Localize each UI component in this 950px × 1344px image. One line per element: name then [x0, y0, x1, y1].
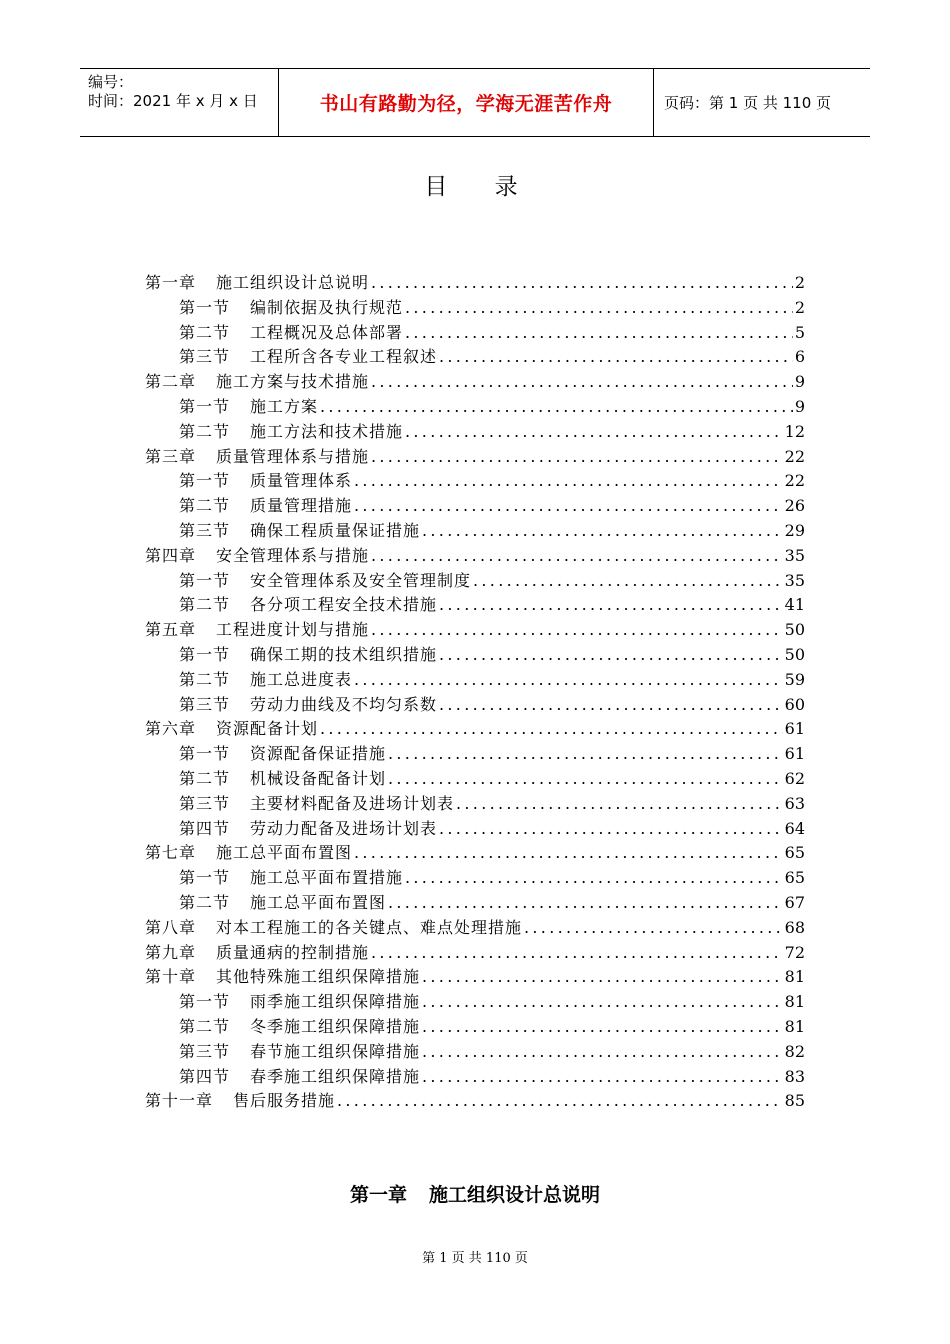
toc-dot-leader	[354, 471, 783, 490]
toc-dot-leader	[337, 1091, 783, 1110]
toc-entry-page: 81	[784, 967, 805, 987]
toc-entry-title: 质量管理体系	[250, 471, 353, 491]
toc-chapter-entry[interactable]	[145, 444, 805, 469]
toc-entry-title: 主要材料配备及进场计划表	[250, 793, 455, 813]
toc-entry-page: 50	[784, 620, 805, 640]
toc-chapter-entry[interactable]	[145, 716, 805, 741]
toc-entry-title: 工程所含各专业工程叙述	[250, 347, 438, 367]
toc-entry-title: 资源配备保证措施	[250, 744, 387, 764]
toc-entry-number: 第一节	[179, 868, 231, 888]
toc-entry-title: 春节施工组织保障措施	[250, 1041, 421, 1061]
toc-entry-title: 确保工期的技术组织措施	[250, 644, 438, 664]
toc-entry-page: 63	[784, 793, 805, 813]
toc-entry-number: 第一节	[179, 396, 231, 416]
toc-entry-title: 对本工程施工的各关键点、难点处理措施	[216, 917, 523, 937]
document-number-label: 编号：	[88, 73, 134, 91]
toc-entry-page: 68	[784, 917, 805, 937]
toc-entry-page: 2	[794, 297, 805, 317]
toc-entry-number: 第二节	[179, 496, 231, 516]
toc-entry-number: 第三节	[179, 694, 231, 714]
toc-entry-number: 第二节	[179, 892, 231, 912]
toc-entry-number: 第三章	[145, 446, 197, 466]
toc-section-entry[interactable]	[145, 320, 805, 345]
toc-entry-number: 第一节	[179, 644, 231, 664]
toc-section-entry[interactable]	[145, 692, 805, 717]
toc-dot-leader	[439, 595, 783, 614]
toc-dot-leader	[320, 719, 783, 738]
toc-chapter-entry[interactable]	[145, 1088, 805, 1113]
toc-entry-number: 第四章	[145, 545, 197, 565]
toc-entry-number: 第三节	[179, 520, 231, 540]
toc-dot-leader	[388, 744, 783, 763]
toc-entry-title: 售后服务措施	[233, 1091, 336, 1111]
toc-dot-leader	[354, 496, 783, 515]
toc-entry-number: 第三节	[179, 347, 231, 367]
toc-dot-leader	[354, 670, 783, 689]
header-page-info: 页码：第 1 页 共 110 页	[664, 94, 832, 112]
toc-entry-number: 第十一章	[145, 1091, 214, 1111]
toc-entry-page: 29	[784, 520, 805, 540]
toc-entry-page: 22	[784, 471, 805, 491]
toc-entry-title: 机械设备配备计划	[250, 768, 387, 788]
toc-entry-page: 9	[794, 396, 805, 416]
toc-dot-leader	[371, 273, 793, 292]
toc-entry-number: 第二节	[179, 595, 231, 615]
toc-dot-leader	[388, 769, 783, 788]
toc-entry-page: 22	[784, 446, 805, 466]
toc-entry-number: 第三节	[179, 793, 231, 813]
toc-entry-page: 61	[784, 719, 805, 739]
toc-dot-leader	[524, 918, 783, 937]
toc-chapter-entry[interactable]	[145, 369, 805, 394]
toc-entry-number: 第二节	[179, 1016, 231, 1036]
toc-entry-title: 施工总进度表	[250, 669, 353, 689]
toc-entry-page: 9	[794, 372, 805, 392]
toc-entry-page: 64	[784, 818, 805, 838]
toc-entry-title: 春季施工组织保障措施	[250, 1066, 421, 1086]
toc-dot-leader	[439, 695, 783, 714]
toc-section-entry[interactable]	[145, 344, 805, 369]
toc-section-entry[interactable]	[145, 766, 805, 791]
toc-entry-page: 60	[784, 694, 805, 714]
header-meta	[88, 73, 278, 111]
toc-entry-number: 第二章	[145, 372, 197, 392]
toc-dot-leader	[354, 843, 783, 862]
toc-entry-title: 施工总平面布置图	[250, 892, 387, 912]
toc-entry-number: 第三节	[179, 1041, 231, 1061]
toc-entry-page: 81	[784, 992, 805, 1012]
toc-dot-leader	[405, 422, 783, 441]
toc-section-entry[interactable]	[145, 865, 805, 890]
toc-entry-title: 施工方案	[250, 396, 319, 416]
chapter-heading	[0, 1180, 950, 1207]
toc-entry-number: 第二节	[179, 768, 231, 788]
table-of-contents	[145, 270, 805, 1113]
toc-entry-number: 第五章	[145, 620, 197, 640]
toc-entry-title: 其他特殊施工组织保障措施	[216, 967, 421, 987]
toc-entry-title: 质量管理体系与措施	[216, 446, 370, 466]
toc-chapter-entry[interactable]	[145, 840, 805, 865]
toc-entry-number: 第一章	[145, 273, 197, 292]
toc-entry-number: 第一节	[179, 992, 231, 1012]
toc-dot-leader	[422, 521, 783, 540]
toc-dot-leader	[473, 571, 783, 590]
toc-section-entry[interactable]	[145, 1064, 805, 1089]
toc-section-entry[interactable]	[145, 468, 805, 493]
toc-dot-leader	[405, 868, 783, 887]
toc-section-entry[interactable]	[145, 419, 805, 444]
toc-chapter-entry[interactable]	[145, 940, 805, 965]
toc-chapter-entry[interactable]	[145, 270, 805, 295]
toc-dot-leader	[422, 1042, 783, 1061]
page-footer: 第 1 页 共 110 页	[422, 1251, 528, 1266]
toc-entry-page: 81	[784, 1016, 805, 1036]
header-motto: 书山有路勤为径，学海无涯苦作舟	[278, 69, 654, 136]
toc-dot-leader	[388, 893, 783, 912]
document-date: 时间：2021 年 x 月 x 日	[88, 92, 258, 110]
toc-entry-page: 35	[784, 545, 805, 565]
toc-entry-title: 质量通病的控制措施	[216, 942, 370, 962]
toc-entry-number: 第一节	[179, 744, 231, 764]
toc-entry-title: 劳动力曲线及不均匀系数	[250, 694, 438, 714]
toc-entry-number: 第八章	[145, 917, 197, 937]
toc-entry-page: 41	[784, 595, 805, 615]
toc-entry-page: 12	[784, 421, 805, 441]
toc-dot-leader	[456, 794, 783, 813]
toc-entry-number: 第二节	[179, 421, 231, 441]
toc-dot-leader	[439, 347, 793, 366]
toc-entry-title: 劳动力配备及进场计划表	[250, 818, 438, 838]
toc-dot-leader	[371, 943, 783, 962]
toc-entry-page: 82	[784, 1041, 805, 1061]
toc-entry-title: 各分项工程安全技术措施	[250, 595, 438, 615]
toc-dot-leader	[422, 967, 783, 986]
toc-chapter-entry[interactable]	[145, 915, 805, 940]
toc-section-entry[interactable]	[145, 667, 805, 692]
toc-section-entry[interactable]	[145, 493, 805, 518]
toc-title: 目 录	[424, 174, 538, 200]
chapter-heading-title: 施工组织设计总说明	[429, 1184, 601, 1206]
toc-dot-leader	[439, 645, 783, 664]
toc-dot-leader	[439, 819, 783, 838]
toc-entry-page: 5	[794, 322, 805, 342]
toc-entry-page: 65	[784, 843, 805, 863]
toc-entry-title: 工程概况及总体部署	[250, 322, 404, 342]
toc-section-entry[interactable]	[145, 592, 805, 617]
toc-entry-number: 第六章	[145, 719, 197, 739]
toc-entry-number: 第七章	[145, 843, 197, 863]
toc-entry-page: 6	[794, 347, 805, 367]
toc-dot-leader	[405, 323, 793, 342]
toc-entry-number: 第二节	[179, 322, 231, 342]
toc-chapter-entry[interactable]	[145, 964, 805, 989]
toc-entry-page: 50	[784, 644, 805, 664]
toc-entry-title: 冬季施工组织保障措施	[250, 1016, 421, 1036]
toc-entry-number: 第二节	[179, 669, 231, 689]
toc-entry-page: 35	[784, 570, 805, 590]
toc-dot-leader	[371, 546, 783, 565]
toc-entry-page: 59	[784, 669, 805, 689]
toc-entry-title: 资源配备计划	[216, 719, 319, 739]
toc-section-entry[interactable]	[145, 568, 805, 593]
toc-entry-title: 施工组织设计总说明	[216, 273, 370, 292]
toc-section-entry[interactable]	[145, 1039, 805, 1064]
toc-entry-title: 施工总平面布置措施	[250, 868, 404, 888]
toc-section-entry[interactable]	[145, 295, 805, 320]
toc-entry-number: 第四节	[179, 818, 231, 838]
toc-section-entry[interactable]	[145, 741, 805, 766]
toc-section-entry[interactable]	[145, 791, 805, 816]
toc-section-entry[interactable]	[145, 394, 805, 419]
toc-entry-page: 62	[784, 768, 805, 788]
toc-entry-title: 安全管理体系与措施	[216, 545, 370, 565]
toc-entry-page: 85	[784, 1091, 805, 1111]
toc-entry-number: 第九章	[145, 942, 197, 962]
toc-entry-page: 67	[784, 892, 805, 912]
toc-entry-title: 编制依据及执行规范	[250, 297, 404, 317]
toc-dot-leader	[371, 447, 783, 466]
toc-section-entry[interactable]	[145, 890, 805, 915]
toc-dot-leader	[371, 620, 783, 639]
toc-dot-leader	[371, 372, 793, 391]
toc-entry-number: 第十章	[145, 967, 197, 987]
toc-dot-leader	[422, 992, 783, 1011]
toc-chapter-entry[interactable]	[145, 543, 805, 568]
toc-section-entry[interactable]	[145, 642, 805, 667]
toc-entry-page: 61	[784, 744, 805, 764]
toc-entry-page: 72	[784, 942, 805, 962]
toc-section-entry[interactable]	[145, 816, 805, 841]
toc-entry-title: 施工方案与技术措施	[216, 372, 370, 392]
toc-section-entry[interactable]	[145, 1014, 805, 1039]
toc-section-entry[interactable]	[145, 518, 805, 543]
toc-entry-title: 质量管理措施	[250, 496, 353, 516]
toc-chapter-entry[interactable]	[145, 617, 805, 642]
toc-dot-leader	[320, 397, 793, 416]
toc-entry-page: 65	[784, 868, 805, 888]
toc-entry-title: 确保工程质量保证措施	[250, 520, 421, 540]
chapter-heading-number: 第一章	[349, 1184, 407, 1206]
toc-dot-leader	[422, 1017, 783, 1036]
toc-dot-leader	[405, 298, 793, 317]
toc-entry-title: 雨季施工组织保障措施	[250, 992, 421, 1012]
toc-entry-title: 施工总平面布置图	[216, 843, 353, 863]
page-header	[80, 68, 870, 137]
toc-dot-leader	[422, 1067, 783, 1086]
toc-entry-title: 工程进度计划与措施	[216, 620, 370, 640]
toc-entry-number: 第一节	[179, 297, 231, 317]
toc-entry-number: 第四节	[179, 1066, 231, 1086]
toc-entry-number: 第一节	[179, 471, 231, 491]
toc-entry-page: 26	[784, 496, 805, 516]
toc-entry-page: 2	[794, 273, 805, 292]
toc-section-entry[interactable]	[145, 989, 805, 1014]
toc-entry-number: 第一节	[179, 570, 231, 590]
toc-entry-page: 83	[784, 1066, 805, 1086]
toc-entry-title: 安全管理体系及安全管理制度	[250, 570, 472, 590]
toc-entry-title: 施工方法和技术措施	[250, 421, 404, 441]
